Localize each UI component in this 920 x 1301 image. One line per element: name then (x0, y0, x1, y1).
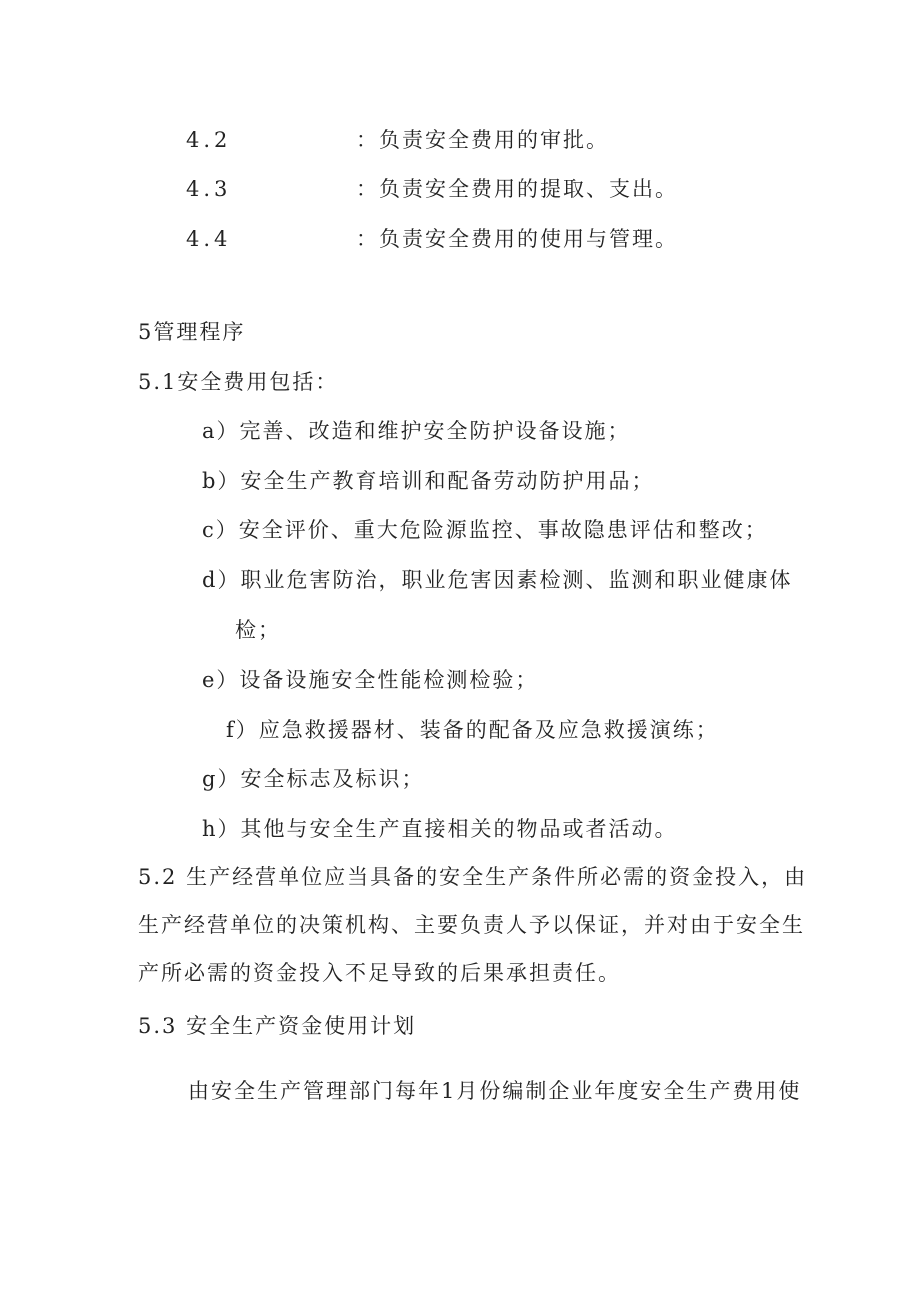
clause-text-4-3: ：负责安全费用的提取、支出。 (356, 177, 678, 201)
clause-number-4-4: 4.4 (186, 227, 232, 251)
section-5-2-line-1: 5.2 生产经营单位应当具备的安全生产条件所必需的资金投入，由 (138, 865, 808, 889)
section-5-3-body: 由安全生产管理部门每年1月份编制企业年度安全生产费用使 (188, 1079, 802, 1103)
section-5-2-line-2: 生产经营单位的决策机构、主要负责人予以保证，并对由于安全生 (138, 913, 805, 937)
section-5-title: 5管理程序 (138, 320, 246, 344)
list-item-e: e）设备设施安全性能检测检验； (202, 668, 539, 692)
clause-text-4-4: ：负责安全费用的使用与管理。 (356, 227, 678, 251)
clause-number-4-3: 4.3 (186, 177, 232, 201)
section-5-1-heading: 5.1安全费用包括： (138, 370, 339, 394)
list-item-c: c）安全评价、重大危险源监控、事故隐患评估和整改； (202, 518, 768, 542)
list-item-a: a）完善、改造和维护安全防护设备设施； (202, 419, 631, 443)
section-5-3-heading: 5.3 安全生产资金使用计划 (138, 1014, 417, 1038)
list-item-d-continued: 检； (235, 618, 281, 642)
list-item-g: g）安全标志及标识； (202, 767, 425, 791)
clause-number-4-2: 4.2 (186, 128, 232, 152)
list-item-b: b）安全生产教育培训和配备劳动防护用品； (202, 469, 655, 493)
section-5-2-line-3: 产所必需的资金投入不足导致的后果承担责任。 (138, 961, 621, 985)
clause-text-4-2: ：负责安全费用的审批。 (356, 128, 609, 152)
list-item-h: h）其他与安全生产直接相关的物品或者活动。 (202, 817, 678, 841)
list-item-d: d）职业危害防治，职业危害因素检测、监测和职业健康体 (202, 568, 793, 592)
list-item-f: f）应急救援器材、装备的配备及应急救援演练； (226, 718, 719, 742)
